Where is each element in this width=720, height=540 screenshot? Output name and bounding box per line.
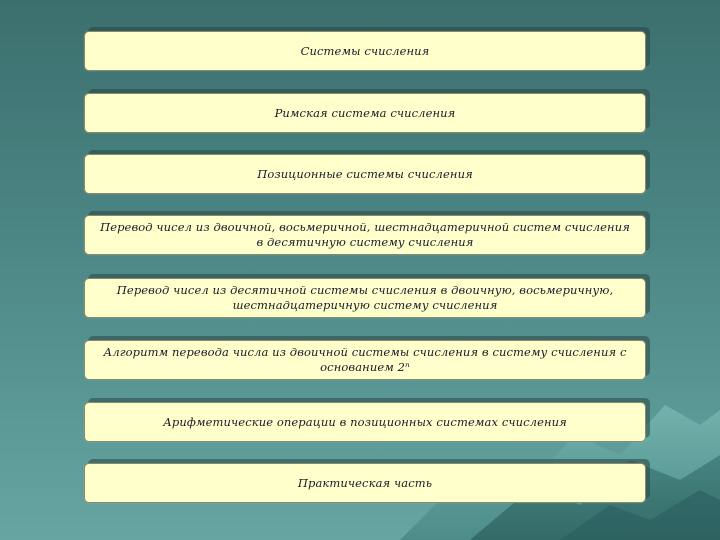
menu-item-label: Практическая часть [297, 475, 433, 490]
menu-item-label: Перевод чисел из двоичной, восьмеричной, шестнадцатеричной систем счисления в десятичную систему счисления [100, 220, 630, 249]
menu-item-positional-systems[interactable] [84, 154, 646, 194]
menu-item-number-systems[interactable] [84, 31, 646, 71]
menu-item-arithmetic-operations[interactable] [84, 402, 646, 442]
menu-item-binary-to-power-of-two[interactable] [84, 340, 646, 380]
menu-item-convert-from-decimal[interactable] [84, 278, 646, 318]
menu-item-label: Позиционные системы счисления [257, 166, 473, 181]
menu-item-label: Римская система счисления [274, 105, 456, 120]
menu-item-label: Системы счисления [300, 43, 430, 58]
menu-item-label: Перевод чисел из десятичной системы счисления в двоичную, восьмеричную, шестнадцатеричную систему счисления [116, 283, 614, 312]
menu-item-convert-to-decimal[interactable] [84, 215, 646, 255]
menu-item-practical-part[interactable] [84, 463, 646, 503]
menu-item-roman-system[interactable] [84, 93, 646, 133]
menu-item-label: Алгоритм перевода числа из двоичной системы счисления в систему счисления с основанием 2ⁿ [103, 345, 627, 374]
menu-item-label: Арифметические операции в позиционных системах счисления [163, 414, 567, 429]
